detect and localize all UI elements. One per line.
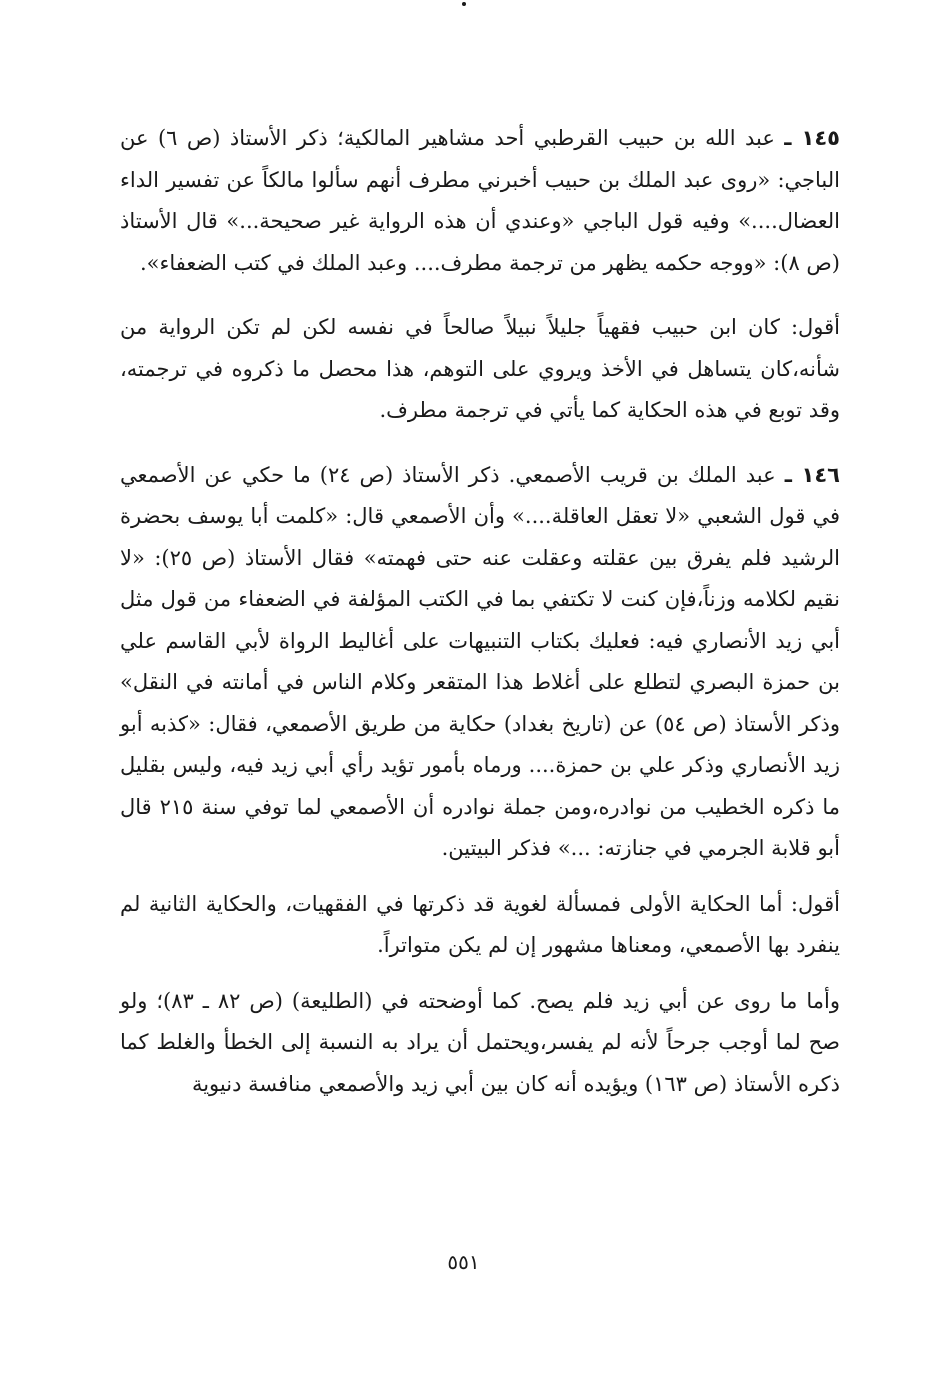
entry-text: عبد الله بن حبيب القرطبي أحد مشاهير المالكية؛ ذكر الأستاذ (ص ٦) عن الباجي: «روى عبد الملك بن حبيب أخبرني مطرف أنهم سألوا مالكاً عن تفسير الداء العضال....» وفيه قول الباجي «وعندي أن هذه الرواية غير صحيحة...» قال الأستاذ (ص ٨): «ووجه حكمه يظهر من ترجمة مطرف.... وعبد الملك في كتب الضعفاء». (120, 126, 840, 275)
page-number: ٥٥١ (447, 1250, 480, 1274)
page-body (120, 118, 840, 1105)
entry-146 (120, 455, 840, 870)
entry-145 (120, 118, 840, 284)
entry-number: ١٤٥ ـ (784, 126, 840, 150)
top-dot-mark (462, 2, 466, 6)
reply-145: أقول: كان ابن حبيب فقهياً جليلاً نبيلاً صالحاً في نفسه لكن لم تكن الرواية من شأنه،كان يتساهل في الأخذ ويروي على التوهم، هذا محصل ما ذكروه في ترجمته، وقد توبع في هذه الحكاية كما يأتي في ترجمة مطرف. (120, 315, 840, 422)
entry-number: ١٤٦ ـ (784, 462, 840, 487)
reply-146-second: وأما ما روى عن أبي زيد فلم يصح. كما أوضحته في (الطليعة) (ص ٨٢ ـ ٨٣)؛ ولو صح لما أوجب جرحاً لأنه لم يفسر،ويحتمل أن يراد به النسبة إلى الخطأ والغلط كما ذكره الأستاذ (ص ١٦٣) ويؤيده أنه كان بين أبي زيد والأصمعي منافسة دنيوية (120, 988, 840, 1096)
reply-146-first: أقول: أما الحكاية الأولى فمسألة لغوية قد ذكرتها في الفقهيات، والحكاية الثانية لم ينفرد بها الأصمعي، ومعناها مشهور إن لم يكن متواتراً. (120, 891, 840, 957)
entry-text: عبد الملك بن قريب الأصمعي. ذكر الأستاذ (ص ٢٤) ما حكي عن الأصمعي في قول الشعبي «لا تعقل العاقلة....» وأن الأصمعي قال: «كلمت أبا يوسف بحضرة الرشيد فلم يفرق بين عقلته وعقلت عنه حتى فهمته» فقال الأستاذ (ص ٢٥): «لا نقيم لكلامه وزناً،فإن كنت لا تكتفي بما في الكتب المؤلفة في الضعفاء من قول مثل أبي زيد الأنصاري فيه: فعليك بكتاب التنبيهات على أغاليط الرواة لأبي القاسم علي بن حمزة البصري لتطلع على أغلاط هذا المتقعر وكلام الناس في أمانته في النقل» وذكر الأستاذ (ص ٥٤) عن (تاريخ بغداد) حكاية من طريق الأصمعي، فقال: «كذبه أبو زيد الأنصاري وذكر علي بن حمزة.... ورماه بأمور تؤيد رأي أبي زيد فيه، وليس بقليل ما ذكره الخطيب من نوادره،ومن جملة نوادره أن الأصمعي لما توفي سنة ٢١٥ قال أبو قلابة الجرمي في جنازته: ...» فذكر البيتين. (120, 462, 840, 860)
